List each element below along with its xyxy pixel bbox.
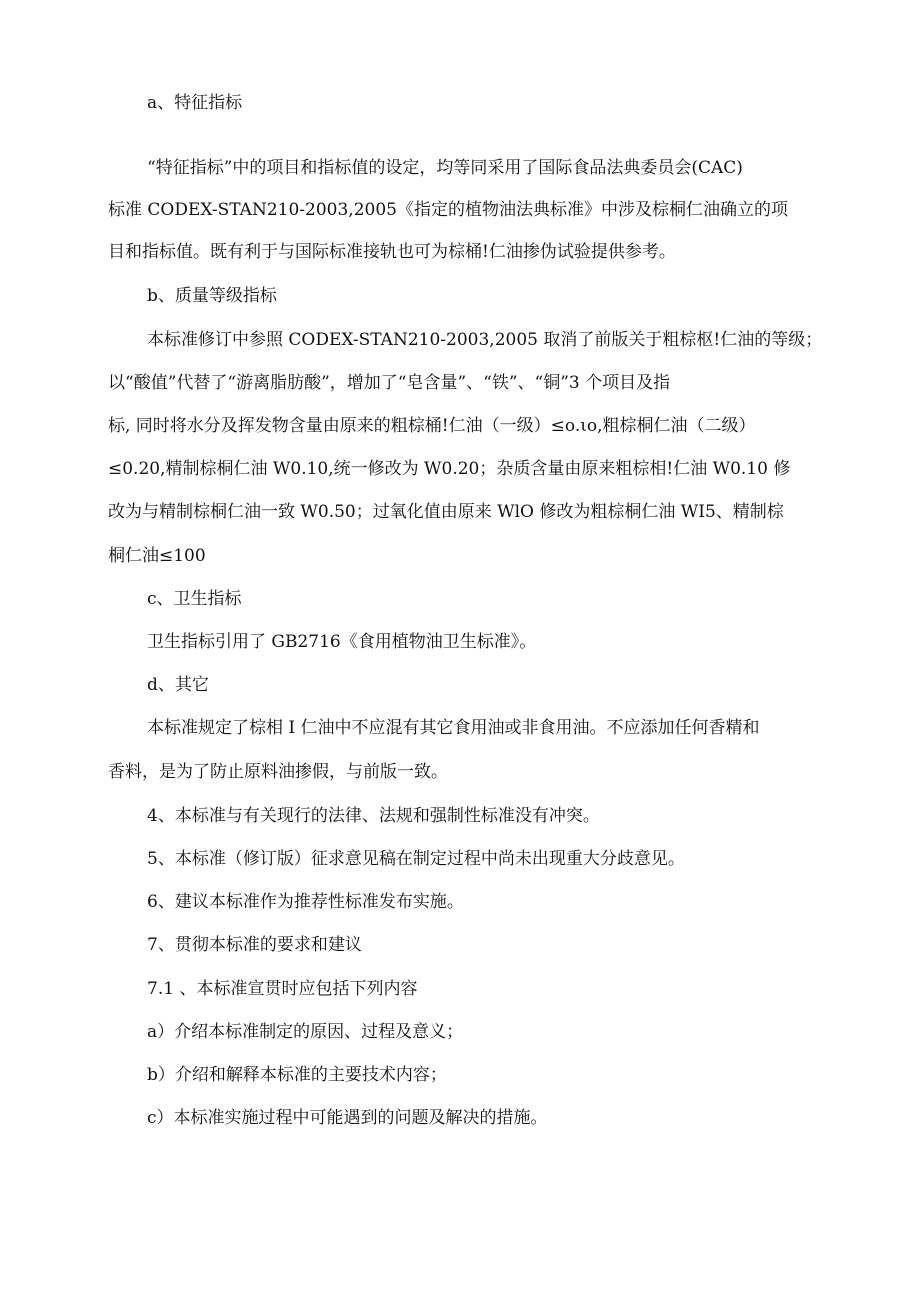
list-item-6: 6、建议本标准作为推荐性标准发布实施。 — [147, 892, 464, 912]
paragraph-line: ≤0.20,精制棕桐仁油 W0.10,统一修改为 W0.20；杂质含量由原来粗棕相!仁油 W0.10 修 — [108, 459, 791, 479]
paragraph-line: 本标准规定了棕相 I 仁油中不应混有其它食用油或非食用油。不应添加任何香精和 — [147, 718, 760, 738]
list-item-7-1-b: b）介绍和解释本标准的主要技术内容； — [147, 1065, 447, 1085]
paragraph-line: 标, 同时将水分及挥发物含量由原来的粗棕桶!仁油（一级）≤o.ιo,粗棕桐仁油（二级） — [108, 416, 756, 436]
paragraph-line: 本标准修订中参照 CODEX-STAN210-2003,2005 取消了前版关于粗棕枢!仁油的等级； — [147, 330, 823, 350]
list-item-7-1-a: a）介绍本标准制定的原因、过程及意义； — [147, 1022, 464, 1042]
paragraph-line: 桐仁油≤100 — [108, 546, 206, 566]
list-item-7: 7、贯彻本标准的要求和建议 — [147, 935, 362, 955]
paragraph-line: 标准 CODEX-STAN210-2003,2005《指定的植物油法典标准》中涉及棕桐仁油确立的项 — [108, 200, 788, 220]
paragraph-line: “特征指标”中的项目和指标值的设定，均等同采用了国际食品法典委员会(CAC) — [147, 158, 743, 178]
heading-other: d、其它 — [147, 675, 209, 695]
heading-quality-grade-indicators: b、质量等级指标 — [147, 286, 277, 306]
heading-hygiene-indicators: c、卫生指标 — [147, 589, 242, 609]
list-item-5: 5、本标准（修订版）征求意见稿在制定过程中尚未出现重大分歧意见。 — [147, 849, 685, 869]
paragraph-line: 目和指标值。既有利于与国际标准接轨也可为棕桶!仁油掺伪试验提供参考。 — [108, 242, 676, 262]
paragraph-line: 改为与精制棕桐仁油一致 W0.50；过氧化值由原来 WlO 修改为粗棕桐仁油 WI5、精制棕 — [108, 502, 784, 522]
list-item-7-1-c: c）本标准实施过程中可能遇到的问题及解决的措施。 — [147, 1108, 548, 1128]
list-item-7-1: 7.1 、本标准宣贯时应包括下列内容 — [147, 979, 418, 999]
paragraph-line: 香料，是为了防止原料油掺假，与前版一致。 — [108, 762, 448, 782]
paragraph-line: 卫生指标引用了 GB2716《食用植物油卫生标准》。 — [147, 632, 537, 652]
list-item-4: 4、本标准与有关现行的法律、法规和强制性标准没有冲突。 — [147, 806, 600, 826]
heading-characteristic-indicators: a、特征指标 — [147, 93, 243, 113]
paragraph-line: 以“酸值”代替了“游离脂肪酸”，增加了“皂含量”、“铁”、“铜”3 个项目及指 — [108, 373, 671, 393]
